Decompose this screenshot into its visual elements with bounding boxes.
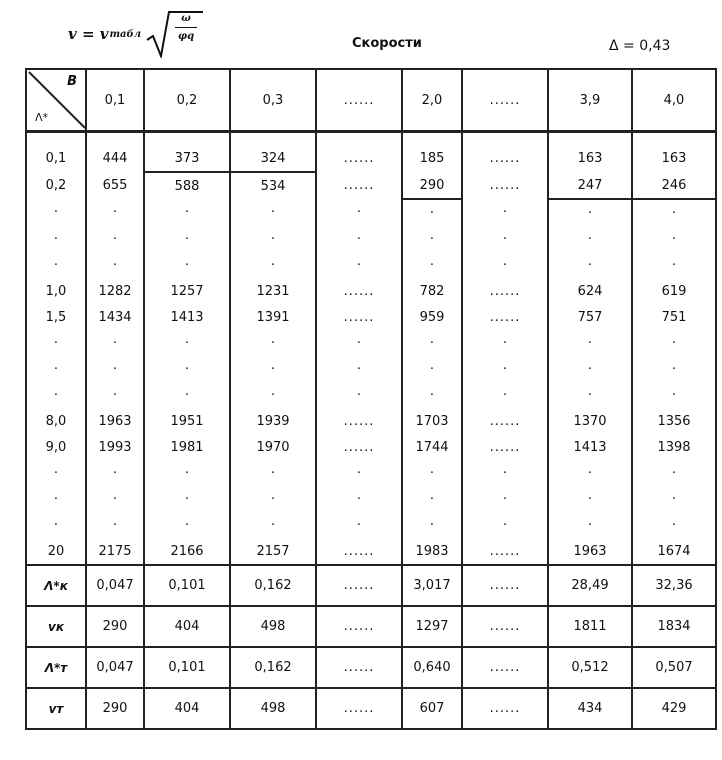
table-cell: · bbox=[402, 512, 462, 538]
row-label: · bbox=[53, 491, 59, 507]
summary-row bbox=[26, 606, 716, 647]
table-cell: · bbox=[462, 330, 548, 356]
fraction bbox=[171, 12, 201, 43]
table-cell: · bbox=[402, 199, 462, 226]
table-row bbox=[26, 434, 716, 460]
table-cell: · bbox=[402, 460, 462, 486]
table-cell: 757 bbox=[548, 304, 632, 330]
table-cell: · bbox=[632, 382, 716, 408]
table-cell: 1282 bbox=[86, 278, 144, 304]
table-cell: 163 bbox=[632, 145, 716, 172]
table-cell: · bbox=[548, 356, 632, 382]
spacer-row bbox=[26, 132, 716, 146]
column-header: 0,2 bbox=[144, 69, 230, 132]
table-cell: · bbox=[230, 226, 316, 252]
table-cell: · bbox=[144, 330, 230, 356]
table-cell: · bbox=[316, 382, 402, 408]
table-cell: ...... bbox=[316, 434, 402, 460]
summary-cell: 1834 bbox=[632, 606, 716, 647]
table-row bbox=[26, 145, 716, 172]
table-cell: 1939 bbox=[230, 408, 316, 434]
table-row bbox=[26, 460, 716, 486]
table-cell: · bbox=[144, 382, 230, 408]
table-cell: · bbox=[86, 199, 144, 226]
spacer-cell bbox=[316, 132, 402, 146]
table-cell: 959 bbox=[402, 304, 462, 330]
table-cell: 163 bbox=[548, 145, 632, 172]
table-cell: · bbox=[316, 252, 402, 278]
table-cell: · bbox=[548, 252, 632, 278]
summary-cell: ...... bbox=[316, 606, 402, 647]
row-label: · bbox=[53, 465, 59, 481]
fraction-bar bbox=[175, 27, 197, 28]
table-cell: · bbox=[86, 486, 144, 512]
table-row bbox=[26, 382, 716, 408]
table-cell: · bbox=[316, 486, 402, 512]
header-row bbox=[26, 69, 716, 132]
row-label: · bbox=[53, 205, 59, 220]
summary-row bbox=[26, 647, 716, 688]
table-cell: 1413 bbox=[548, 434, 632, 460]
table-cell: 324 bbox=[230, 145, 316, 172]
fraction-denominator: φq bbox=[178, 31, 195, 42]
table-cell: · bbox=[230, 330, 316, 356]
table-cell: ...... bbox=[462, 408, 548, 434]
table-cell: · bbox=[462, 382, 548, 408]
table-cell: ...... bbox=[462, 304, 548, 330]
column-header: 3,9 bbox=[548, 69, 632, 132]
table-row bbox=[26, 278, 716, 304]
summary-cell: 290 bbox=[86, 688, 144, 729]
summary-cell: 0,640 bbox=[402, 647, 462, 688]
table-row bbox=[26, 356, 716, 382]
summary-cell: ...... bbox=[316, 565, 402, 606]
column-header: 0,1 bbox=[86, 69, 144, 132]
table-cell: 1951 bbox=[144, 408, 230, 434]
summary-cell: ...... bbox=[316, 647, 402, 688]
table-cell: ...... bbox=[316, 172, 402, 199]
table-cell: · bbox=[632, 512, 716, 538]
summary-row bbox=[26, 688, 716, 729]
table-cell: 1993 bbox=[86, 434, 144, 460]
table-cell: · bbox=[632, 252, 716, 278]
formula-left: v = v bbox=[68, 25, 109, 43]
table-cell: · bbox=[462, 356, 548, 382]
table-cell: ...... bbox=[316, 278, 402, 304]
table-cell: ...... bbox=[462, 434, 548, 460]
table-cell: · bbox=[144, 199, 230, 226]
table-cell: · bbox=[548, 382, 632, 408]
summary-label: vт bbox=[26, 688, 86, 729]
table-cell: · bbox=[316, 199, 402, 226]
row-label: 1,5 bbox=[45, 309, 67, 325]
table-cell: · bbox=[230, 382, 316, 408]
table-cell: · bbox=[144, 460, 230, 486]
table-row bbox=[26, 330, 716, 356]
summary-cell: 3,017 bbox=[402, 565, 462, 606]
row-label: · bbox=[53, 387, 59, 403]
table-cell: · bbox=[316, 512, 402, 538]
table-cell: · bbox=[632, 330, 716, 356]
table-row bbox=[26, 512, 716, 538]
table-cell: · bbox=[230, 252, 316, 278]
table-row bbox=[26, 172, 716, 199]
table-cell: · bbox=[402, 486, 462, 512]
table-cell: 1963 bbox=[86, 408, 144, 434]
table-cell: 588 bbox=[144, 172, 230, 199]
column-header: 4,0 bbox=[632, 69, 716, 132]
summary-cell: 498 bbox=[230, 688, 316, 729]
table-cell: · bbox=[402, 356, 462, 382]
table-cell: · bbox=[462, 486, 548, 512]
table-cell: 444 bbox=[86, 145, 144, 172]
corner-diagonal bbox=[27, 70, 85, 130]
table-row bbox=[26, 226, 716, 252]
row-label: 9,0 bbox=[45, 439, 67, 455]
table-cell: · bbox=[632, 226, 716, 252]
table-cell: 782 bbox=[402, 278, 462, 304]
table-cell: · bbox=[86, 226, 144, 252]
row-label: 20 bbox=[47, 543, 65, 559]
row-label: · bbox=[53, 231, 59, 247]
delta-value: Δ = 0,43 bbox=[609, 38, 671, 54]
row-label: 8,0 bbox=[45, 413, 67, 429]
table-cell: · bbox=[230, 512, 316, 538]
table-cell: · bbox=[548, 512, 632, 538]
table-cell: · bbox=[316, 330, 402, 356]
table-cell: 619 bbox=[632, 278, 716, 304]
summary-cell: 429 bbox=[632, 688, 716, 729]
table-cell: 534 bbox=[230, 172, 316, 199]
table-cell: · bbox=[230, 486, 316, 512]
summary-row bbox=[26, 565, 716, 606]
table-cell: 1674 bbox=[632, 538, 716, 565]
column-header: 0,3 bbox=[230, 69, 316, 132]
summary-cell: 1297 bbox=[402, 606, 462, 647]
page-title: Скорости bbox=[352, 36, 422, 51]
table-cell: ...... bbox=[462, 172, 548, 199]
table-cell: 1981 bbox=[144, 434, 230, 460]
table-cell: 1398 bbox=[632, 434, 716, 460]
table-row bbox=[26, 538, 716, 565]
table-cell: · bbox=[144, 356, 230, 382]
table-cell: · bbox=[632, 356, 716, 382]
summary-cell: 0,162 bbox=[230, 565, 316, 606]
table-cell: 2166 bbox=[144, 538, 230, 565]
summary-cell: ...... bbox=[462, 688, 548, 729]
table-cell: · bbox=[402, 330, 462, 356]
table-row bbox=[26, 486, 716, 512]
table-cell: · bbox=[144, 486, 230, 512]
corner-cell bbox=[26, 69, 86, 132]
table-cell: 1391 bbox=[230, 304, 316, 330]
summary-label: Λ*к bbox=[26, 565, 86, 606]
row-label: · bbox=[53, 517, 59, 533]
row-label: 1,0 bbox=[45, 283, 67, 299]
page-header bbox=[0, 0, 722, 66]
table-cell: 185 bbox=[402, 145, 462, 172]
summary-cell: 0,101 bbox=[144, 565, 230, 606]
summary-cell: ...... bbox=[462, 647, 548, 688]
corner-lambda-label: Λ* bbox=[35, 111, 49, 124]
table-cell: ...... bbox=[316, 408, 402, 434]
table-cell: 246 bbox=[632, 172, 716, 199]
table-cell: 751 bbox=[632, 304, 716, 330]
table-row bbox=[26, 252, 716, 278]
table-cell: 655 bbox=[86, 172, 144, 199]
table-cell: · bbox=[632, 199, 716, 226]
summary-cell: 607 bbox=[402, 688, 462, 729]
summary-cell: 0,512 bbox=[548, 647, 632, 688]
spacer-cell bbox=[462, 132, 548, 146]
table-cell: ...... bbox=[462, 538, 548, 565]
table-cell: · bbox=[548, 330, 632, 356]
row-label: · bbox=[53, 361, 59, 377]
spacer-cell bbox=[26, 132, 86, 146]
table-cell: 1963 bbox=[548, 538, 632, 565]
table-cell: · bbox=[316, 226, 402, 252]
summary-label: Λ*т bbox=[26, 647, 86, 688]
table-cell: ...... bbox=[316, 538, 402, 565]
summary-cell: 0,101 bbox=[144, 647, 230, 688]
square-root bbox=[145, 10, 205, 58]
table-cell: · bbox=[548, 486, 632, 512]
table-cell: · bbox=[230, 199, 316, 226]
table-cell: ...... bbox=[316, 145, 402, 172]
table-cell: 373 bbox=[144, 145, 230, 172]
table-cell: · bbox=[548, 460, 632, 486]
table-cell: · bbox=[144, 226, 230, 252]
table-cell: · bbox=[144, 512, 230, 538]
spacer-cell bbox=[86, 132, 144, 146]
column-header: ...... bbox=[462, 69, 548, 132]
table-cell: 1257 bbox=[144, 278, 230, 304]
table-cell: · bbox=[462, 199, 548, 226]
spacer-cell bbox=[144, 132, 230, 146]
table-cell: · bbox=[230, 356, 316, 382]
table-cell: · bbox=[316, 460, 402, 486]
table-cell: 247 bbox=[548, 172, 632, 199]
spacer-cell bbox=[230, 132, 316, 146]
table-cell: 1370 bbox=[548, 408, 632, 434]
column-header: ...... bbox=[316, 69, 402, 132]
summary-cell: 1811 bbox=[548, 606, 632, 647]
table-body bbox=[26, 69, 716, 729]
summary-cell: ...... bbox=[462, 606, 548, 647]
table-cell: · bbox=[86, 356, 144, 382]
table-cell: ...... bbox=[462, 145, 548, 172]
table-cell: 1356 bbox=[632, 408, 716, 434]
table-cell: · bbox=[632, 486, 716, 512]
summary-cell: 404 bbox=[144, 688, 230, 729]
summary-cell: 498 bbox=[230, 606, 316, 647]
table-cell: 1970 bbox=[230, 434, 316, 460]
table-cell: 290 bbox=[402, 172, 462, 199]
table-cell: ...... bbox=[462, 278, 548, 304]
corner-b-label: B bbox=[67, 74, 77, 89]
spacer-cell bbox=[402, 132, 462, 146]
table-cell: ...... bbox=[316, 304, 402, 330]
summary-label: vк bbox=[26, 606, 86, 647]
summary-cell: 0,162 bbox=[230, 647, 316, 688]
table-cell: · bbox=[402, 252, 462, 278]
table-cell: · bbox=[402, 226, 462, 252]
table-cell: · bbox=[86, 330, 144, 356]
table-cell: · bbox=[144, 252, 230, 278]
table-row bbox=[26, 408, 716, 434]
table-cell: · bbox=[230, 460, 316, 486]
table-cell: · bbox=[86, 252, 144, 278]
table-cell: · bbox=[548, 199, 632, 226]
table-cell: · bbox=[548, 226, 632, 252]
table-cell: · bbox=[462, 226, 548, 252]
row-label: 0,2 bbox=[45, 178, 67, 193]
table-cell: 624 bbox=[548, 278, 632, 304]
summary-cell: ...... bbox=[462, 565, 548, 606]
velocity-table bbox=[25, 68, 717, 730]
row-label: · bbox=[53, 257, 59, 273]
row-label: 0,1 bbox=[45, 151, 67, 166]
summary-cell: 0,047 bbox=[86, 565, 144, 606]
summary-cell: 404 bbox=[144, 606, 230, 647]
table-cell: 1744 bbox=[402, 434, 462, 460]
table-cell: · bbox=[632, 460, 716, 486]
table-cell: · bbox=[316, 356, 402, 382]
table-cell: 2157 bbox=[230, 538, 316, 565]
table-cell: · bbox=[462, 460, 548, 486]
velocity-formula bbox=[68, 10, 205, 58]
table-cell: · bbox=[402, 382, 462, 408]
summary-cell: 434 bbox=[548, 688, 632, 729]
formula-subscript: табл bbox=[109, 28, 142, 40]
table-cell: 2175 bbox=[86, 538, 144, 565]
summary-cell: 0,507 bbox=[632, 647, 716, 688]
table-cell: 1413 bbox=[144, 304, 230, 330]
table-cell: 1983 bbox=[402, 538, 462, 565]
summary-cell: 0,047 bbox=[86, 647, 144, 688]
table-cell: · bbox=[86, 382, 144, 408]
table-row bbox=[26, 304, 716, 330]
table-cell: 1231 bbox=[230, 278, 316, 304]
table-cell: · bbox=[462, 512, 548, 538]
summary-cell: 290 bbox=[86, 606, 144, 647]
column-header: 2,0 bbox=[402, 69, 462, 132]
row-label: · bbox=[53, 335, 59, 351]
table-row bbox=[26, 199, 716, 226]
table-cell: 1703 bbox=[402, 408, 462, 434]
table-cell: · bbox=[86, 512, 144, 538]
table-cell: · bbox=[462, 252, 548, 278]
summary-cell: 32,36 bbox=[632, 565, 716, 606]
table-cell: · bbox=[86, 460, 144, 486]
fraction-numerator: ω bbox=[181, 13, 191, 24]
summary-cell: ...... bbox=[316, 688, 402, 729]
spacer-cell bbox=[548, 132, 632, 146]
summary-cell: 28,49 bbox=[548, 565, 632, 606]
table-cell: 1434 bbox=[86, 304, 144, 330]
spacer-cell bbox=[632, 132, 716, 146]
